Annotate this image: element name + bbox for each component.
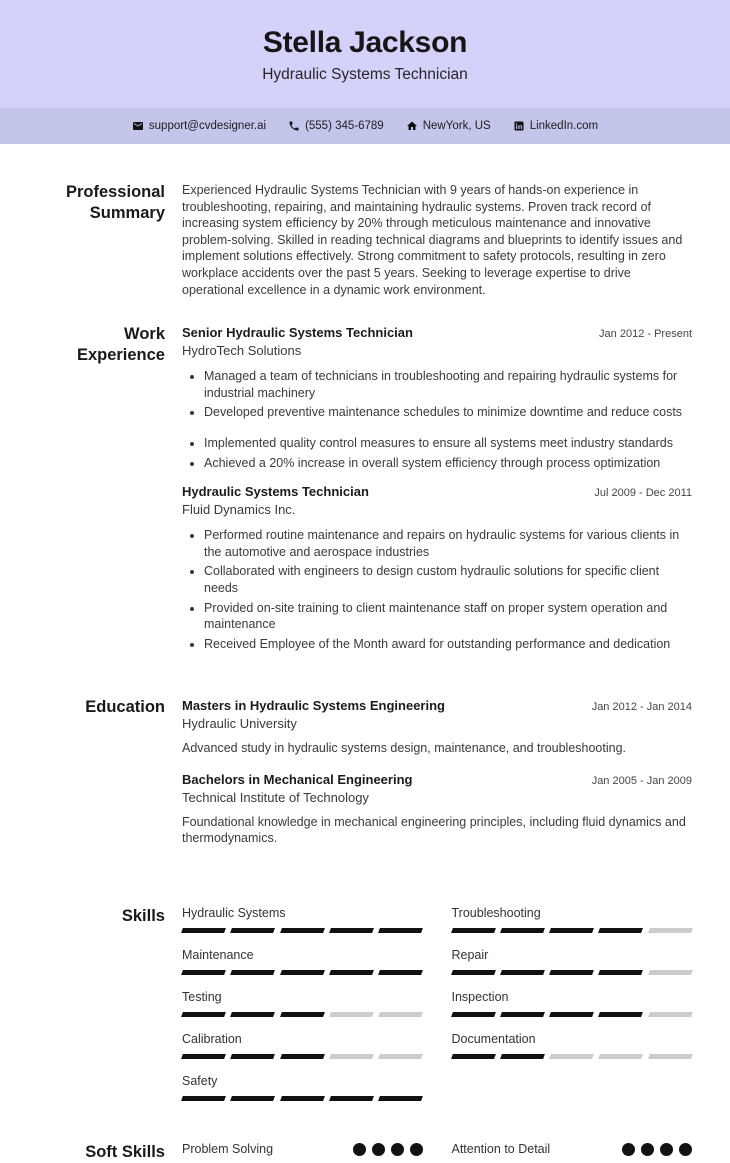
- job-bullet: • Received Employee of the Month award for outstanding performance and dedication: [204, 636, 692, 653]
- skill-level-bar: [182, 1054, 423, 1059]
- candidate-name: Stella Jackson: [262, 26, 468, 59]
- skill-level-bar: [452, 1054, 693, 1059]
- contact-location-text: NewYork, US: [422, 120, 491, 132]
- skill-name: Safety: [182, 1074, 218, 1089]
- skill-item: [452, 948, 693, 975]
- skill-name: Maintenance: [182, 948, 254, 963]
- degree-description: Advanced study in hydraulic systems design, maintenance, and troubleshooting.: [182, 741, 627, 756]
- section-education: [0, 697, 730, 861]
- job-title: Senior Hydraulic Systems Technician: [182, 325, 413, 341]
- section-title: Professional Summary: [65, 183, 165, 222]
- job-bullet-list: [182, 368, 692, 421]
- job-bullet: • Provided on-site training to client maintenance staff on proper system operation and maintenance: [204, 600, 692, 633]
- job-bullet: • Performed routine maintenance and repairs on hydraulic systems for various clients in the automotive and aerospace industries: [204, 527, 692, 560]
- skill-level-bar: [182, 1096, 423, 1101]
- degree-title: Masters in Hydraulic Systems Engineering: [182, 698, 445, 714]
- skill-name: Troubleshooting: [451, 906, 541, 921]
- skill-level-bar: [452, 1012, 693, 1017]
- skill-level-bar: [182, 1012, 423, 1017]
- skill-item: [182, 906, 423, 933]
- section-work-experience: [0, 324, 730, 664]
- section-professional-summary: [0, 182, 730, 298]
- soft-skill-name: Attention to Detail: [451, 1142, 551, 1157]
- resume-body: [0, 144, 730, 1163]
- degree-description: Foundational knowledge in mechanical engineering principles, including fluid dynamics and thermodynamics.: [182, 814, 686, 846]
- education-entry: [182, 771, 692, 847]
- skill-item: [182, 1032, 423, 1059]
- section-title: Work Experience: [76, 325, 165, 364]
- skill-item: [452, 990, 693, 1017]
- skill-level-bar: [452, 928, 693, 933]
- contact-bar: [0, 108, 730, 144]
- section-title: Soft Skills: [85, 1143, 165, 1162]
- contact-email[interactable]: [132, 120, 266, 132]
- contact-phone[interactable]: [288, 120, 384, 132]
- soft-skill-rating-dots: [622, 1143, 692, 1156]
- section-title: Education: [85, 698, 165, 717]
- job-dates: Jan 2012 - Present: [599, 328, 692, 341]
- soft-skill-rating-dots: [353, 1143, 423, 1156]
- job-bullet: • Achieved a 20% increase in overall system efficiency through process optimization: [204, 455, 692, 472]
- summary-text: Experienced Hydraulic Systems Technician with 9 years of hands-on experience in troubleshooting, repairing, and maintaining hydraulic systems. Proven track record of increasing system efficiency by 20% through meticulous maintenance and innovative problem-solving. Skilled in reading technical diagrams and blueprints to identify issues and implement solutions effectively. Strong commitment to safety protocols, resulting in zero workplace accidents over the past 5 years. Seeking to leverage expertise to drive operational excellence in a dynamic work environment.: [182, 183, 683, 297]
- job-bullet: • Collaborated with engineers to design custom hydraulic solutions for specific client needs: [204, 563, 692, 596]
- skill-item: [182, 948, 423, 975]
- skill-item: [182, 1074, 423, 1101]
- degree-dates: Jan 2012 - Jan 2014: [591, 701, 692, 714]
- job-title: Hydraulic Systems Technician: [182, 484, 369, 500]
- job-entry: [182, 324, 692, 471]
- linkedin-icon: [513, 120, 525, 132]
- contact-linkedin-text: LinkedIn.com: [529, 120, 599, 132]
- skill-level-bar: [182, 928, 423, 933]
- soft-skill-name: Problem Solving: [182, 1142, 274, 1157]
- soft-skill-item: [452, 1142, 693, 1156]
- skills-column-right: [452, 906, 693, 1116]
- skill-name: Repair: [451, 948, 489, 963]
- degree-school: Technical Institute of Technology: [182, 789, 369, 805]
- section-title: Skills: [121, 907, 165, 926]
- contact-location: [406, 120, 491, 132]
- email-icon: [132, 120, 144, 132]
- job-entry: [182, 483, 692, 652]
- section-skills: [0, 906, 730, 1116]
- job-dates: Jul 2009 - Dec 2011: [594, 487, 692, 500]
- skill-name: Documentation: [451, 1032, 536, 1047]
- section-soft-skills: [0, 1142, 730, 1163]
- skill-name: Inspection: [451, 990, 509, 1005]
- job-bullet-list: [182, 527, 692, 652]
- contact-linkedin[interactable]: [513, 120, 598, 132]
- phone-icon: [288, 120, 300, 132]
- job-company: Fluid Dynamics Inc.: [182, 502, 296, 518]
- skills-column-left: [182, 906, 423, 1116]
- skill-item: [182, 990, 423, 1017]
- skill-name: Hydraulic Systems: [182, 906, 286, 921]
- degree-school: Hydraulic University: [182, 716, 297, 732]
- job-bullet: • Managed a team of technicians in troubleshooting and repairing hydraulic systems for industrial machinery: [204, 368, 692, 401]
- contact-email-text: support@cvdesigner.ai: [148, 120, 267, 132]
- resume-header: [0, 0, 730, 108]
- degree-title: Bachelors in Mechanical Engineering: [182, 771, 413, 787]
- skill-name: Testing: [182, 990, 222, 1005]
- candidate-job-title: Hydraulic Systems Technician: [262, 66, 468, 83]
- contact-phone-text: (555) 345-6789: [305, 120, 384, 132]
- job-bullet: • Implemented quality control measures to ensure all systems meet industry standards: [204, 435, 692, 452]
- education-entry: [182, 697, 692, 757]
- skill-name: Calibration: [182, 1032, 242, 1047]
- skill-level-bar: [452, 970, 693, 975]
- soft-skill-item: [182, 1142, 423, 1156]
- degree-dates: Jan 2005 - Jan 2009: [591, 774, 692, 787]
- skill-item: [452, 906, 693, 933]
- job-bullet: • Developed preventive maintenance schedules to minimize downtime and reduce costs: [204, 404, 692, 421]
- skill-item: [452, 1032, 693, 1059]
- job-bullet-list: [182, 435, 692, 471]
- job-company: HydroTech Solutions: [182, 343, 302, 359]
- skill-level-bar: [182, 970, 423, 975]
- home-icon: [406, 120, 418, 132]
